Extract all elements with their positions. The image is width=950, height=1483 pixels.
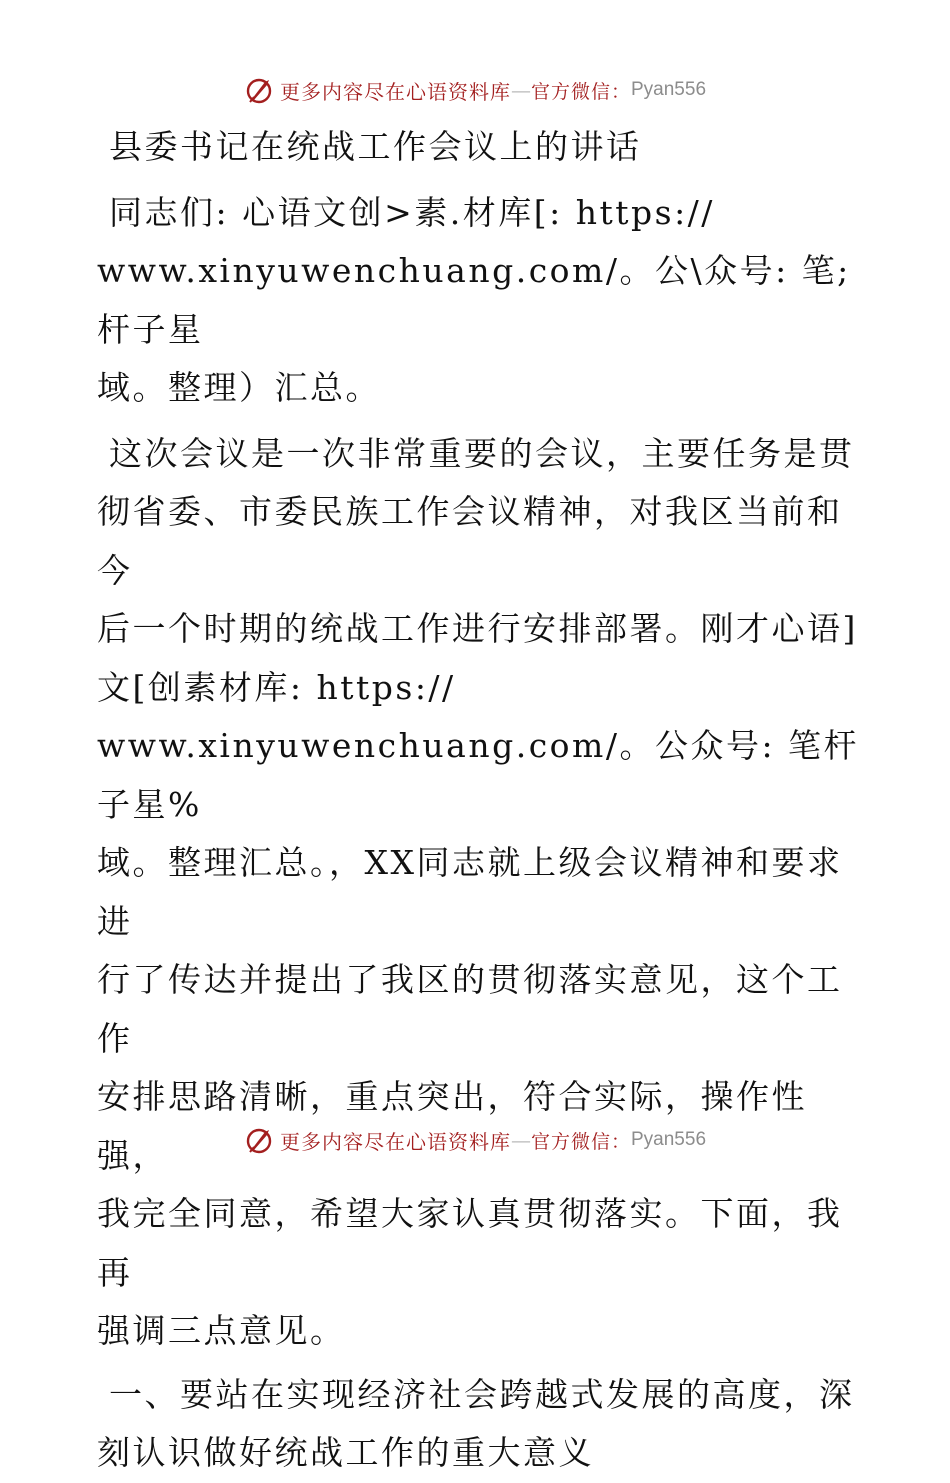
- salutation-paragraph: [97, 184, 867, 418]
- section-heading: [97, 1366, 867, 1483]
- text-line: www.xinyuwenchuang.com/。公\众号: 笔;杆子星: [97, 251, 851, 349]
- text-line: www.xinyuwenchuang.com/。公众号: 笔杆子星%: [97, 726, 860, 824]
- banner-dash: —: [510, 1128, 531, 1152]
- header-watermark-banner: [0, 70, 950, 110]
- text-line: 彻省委、市委民族工作会议精神，对我区当前和今: [97, 492, 843, 590]
- banner-main-text: 更多内容尽在心语资料库: [279, 1129, 511, 1154]
- banner-dash: —: [510, 78, 531, 102]
- document-title: 县委书记在统战工作会议上的讲话: [109, 127, 642, 166]
- footer-watermark-banner: [0, 1120, 950, 1160]
- text-line: 我完全同意，希望大家认真贯彻落实。下面，我再: [97, 1194, 843, 1292]
- banner-main-text: 更多内容尽在心语资料库: [279, 79, 511, 104]
- text-line: 刻认识做好统战工作的重大意义: [97, 1433, 594, 1472]
- text-line: 域。整理）汇总。: [97, 368, 381, 407]
- text-line: 域。整理汇总。，XX同志就上级会议精神和要求进: [97, 843, 843, 941]
- quill-pen-icon: [244, 75, 274, 105]
- banner-wechat-label: 官方微信：: [530, 80, 631, 103]
- quill-pen-icon: [244, 1125, 274, 1155]
- text-line: 后一个时期的统战工作进行安排部署。刚才心语]: [97, 609, 858, 648]
- banner-wechat-handle: Pyan556: [631, 1129, 707, 1150]
- banner-wechat-label: 官方微信：: [530, 1130, 631, 1153]
- document-body: [97, 118, 867, 1483]
- text-line: 行了传达并提出了我区的贯彻落实意见，这个工作: [97, 960, 843, 1058]
- banner-wechat-handle: Pyan556: [631, 79, 707, 100]
- text-line: 安排思路清晰，重点突出，符合实际，操作性强，: [97, 1077, 807, 1175]
- text-line: 强调三点意见。: [97, 1311, 346, 1350]
- text-line: 这次会议是一次非常重要的会议，主要任务是贯: [109, 433, 855, 473]
- body-paragraph: [97, 425, 867, 1361]
- text-line: 文[创素材库: https://: [97, 667, 456, 707]
- text-line: 一、要站在实现经济社会跨越式发展的高度，深: [109, 1374, 855, 1414]
- text-line: 同志们: 心语文创>素.材库[: https://: [109, 192, 715, 232]
